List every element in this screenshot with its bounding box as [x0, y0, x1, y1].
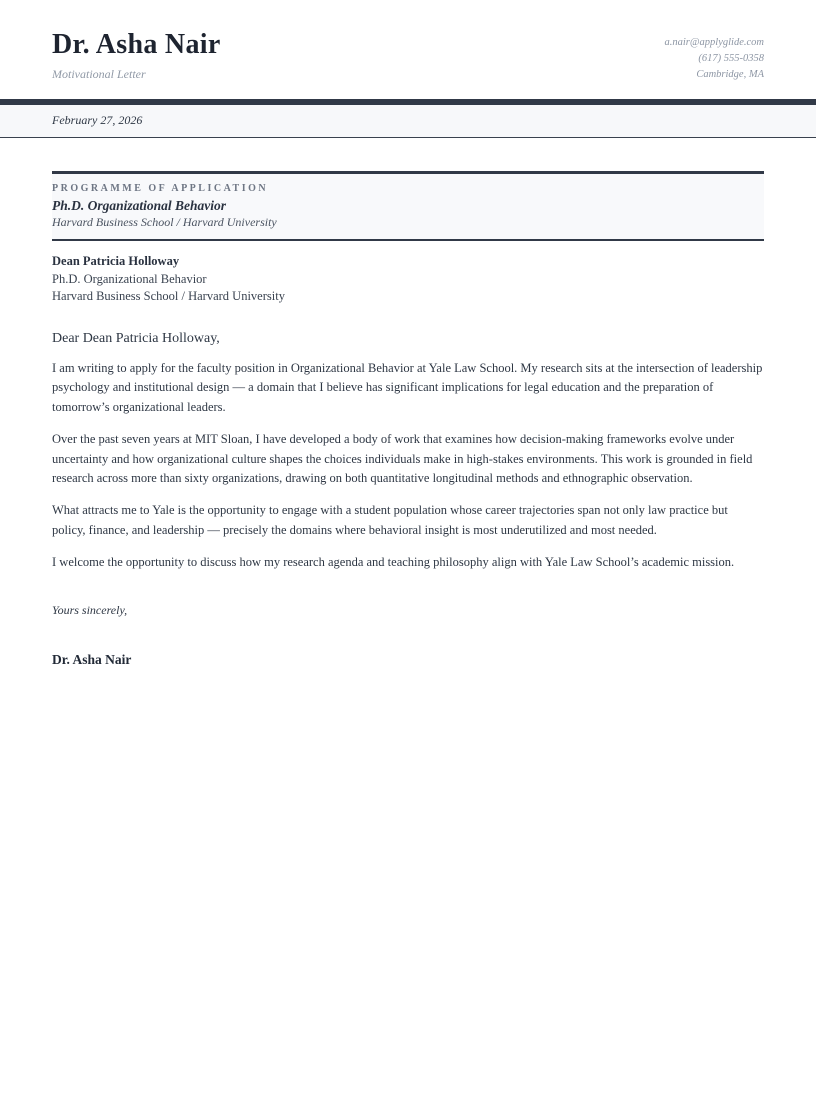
page-title: Dr. Asha Nair — [52, 29, 221, 60]
programme-title: Ph.D. Organizational Behavior — [52, 198, 227, 213]
contact-phone: (617) 555-0358 — [698, 53, 764, 64]
recipient-line-3: Harvard Business School / Harvard University — [52, 289, 285, 303]
signature: Dr. Asha Nair — [52, 651, 132, 667]
letter-content — [0, 171, 816, 668]
contact-email: a.nair@applyglide.com — [664, 37, 764, 48]
paragraph: Over the past seven years at MIT Sloan, I have developed a body of work that examines how decision-making frameworks evolve under uncertainty and how organizational culture shapes the choices individuals make in high-stakes environments. This work is grounded in field research across more than sixty organizations, drawing on both quantitative longitudinal methods and ethnographic observation. — [52, 431, 753, 486]
paragraph: What attracts me to Yale is the opportunity to engage with a student population whose career trajectories span not only law practice but policy, finance, and leadership — precisely the domains where behavioral insight is most underutilized and most needed. — [52, 503, 728, 538]
contact-info — [665, 30, 764, 83]
contact-location: Cambridge, MA — [696, 69, 764, 80]
letterhead — [0, 0, 816, 99]
paragraph: I welcome the opportunity to discuss how my research agenda and teaching philosophy align with Yale Law School’s academic mission. — [52, 554, 735, 569]
programme-label: PROGRAMME OF APPLICATION — [52, 183, 269, 194]
date-band — [0, 105, 816, 138]
letter-type-subtitle: Motivational Letter — [52, 67, 146, 81]
letterhead-left — [52, 30, 221, 82]
programme-card — [52, 171, 764, 241]
closing: Yours sincerely, — [52, 602, 128, 617]
recipient-name: Dean Patricia Holloway — [52, 254, 180, 268]
programme-institution: Harvard Business School / Harvard University — [52, 215, 277, 229]
salutation: Dear Dean Patricia Holloway, — [52, 330, 220, 346]
letter-date: February 27, 2026 — [52, 113, 143, 127]
recipient-line-2: Ph.D. Organizational Behavior — [52, 271, 207, 286]
paragraph: I am writing to apply for the faculty position in Organizational Behavior at Yale Law School. My research sits at the intersection of leadership psychology and institutional design — a domain that I believe has significant implications for legal education and the preparation of tomorrow’s organizational leaders. — [52, 360, 763, 415]
recipient-block — [52, 253, 764, 306]
letter-body — [52, 359, 764, 573]
